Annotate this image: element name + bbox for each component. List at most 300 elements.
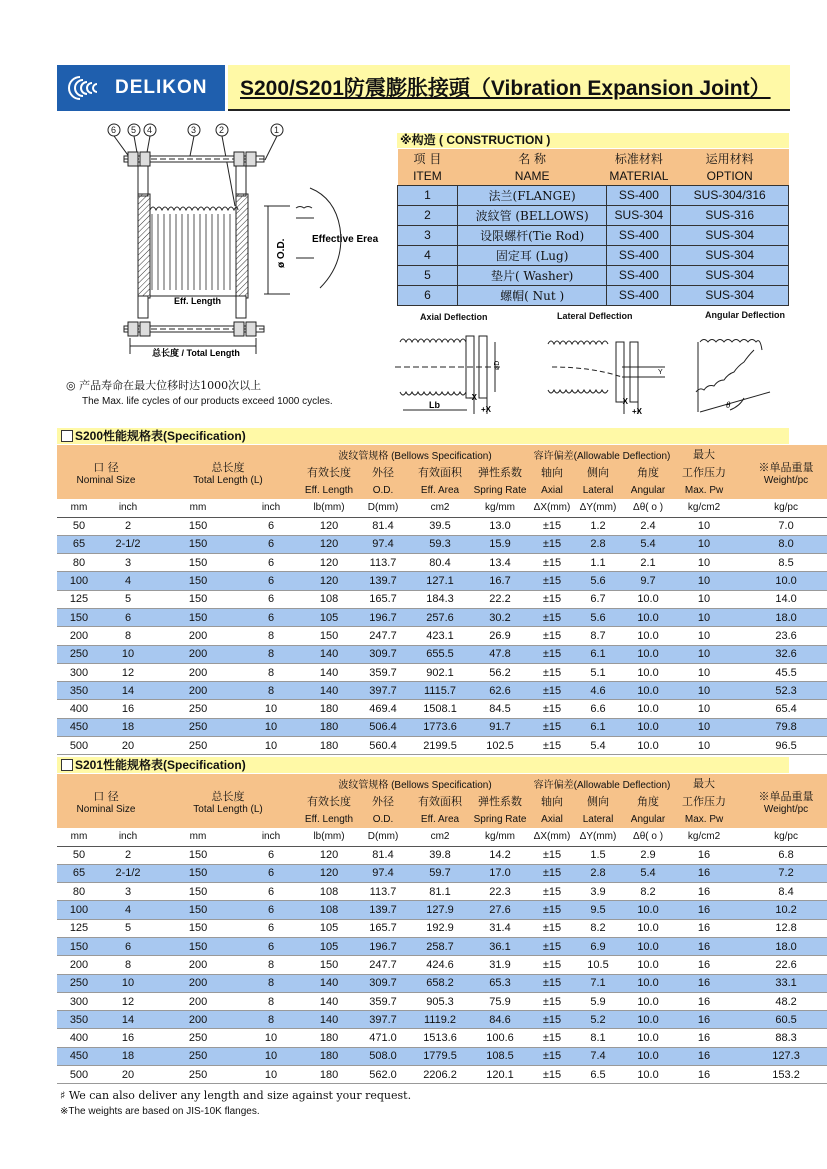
footer-weight-note: ※The weights are based on JIS-10K flanges. xyxy=(60,1106,260,1117)
table-cell: 6 xyxy=(101,937,155,955)
s201-sub-cn: 有效面积 xyxy=(409,792,471,810)
table-cell: 196.7 xyxy=(357,937,409,955)
table-cell: 108 xyxy=(301,883,357,901)
table-cell: ±15 xyxy=(529,682,575,700)
table-cell: 10 xyxy=(241,1047,301,1065)
table-cell: 18.0 xyxy=(733,608,827,626)
table-cell: 120 xyxy=(301,864,357,882)
s201-sub-en: Eff. Area xyxy=(409,810,471,828)
part-name: 法兰(FLANGE) xyxy=(457,185,607,205)
table-cell: 10 xyxy=(241,1066,301,1084)
table-cell: 56.2 xyxy=(471,663,529,681)
item-number: 4 xyxy=(398,245,458,265)
table-cell: 7.0 xyxy=(733,517,827,535)
table-cell: 8 xyxy=(241,663,301,681)
table-cell: 250 xyxy=(57,974,101,992)
table-cell: 200 xyxy=(155,682,241,700)
s200-deflection-group: 容许偏差(Allowable Deflection) xyxy=(529,445,675,463)
table-cell: ±15 xyxy=(529,1047,575,1065)
axial-od-label: øD xyxy=(494,360,501,370)
table-cell: 17.0 xyxy=(471,864,529,882)
table-cell: 81.1 xyxy=(409,883,471,901)
table-cell: 2.4 xyxy=(621,517,675,535)
table-cell: 10 xyxy=(675,554,733,572)
part-name: 垫片( Washer) xyxy=(457,265,607,285)
table-cell: 81.4 xyxy=(357,517,409,535)
table-cell: 50 xyxy=(57,846,101,864)
table-cell: 39.5 xyxy=(409,517,471,535)
s201-sub-cn: 角度 xyxy=(621,792,675,810)
table-cell: ±15 xyxy=(529,974,575,992)
table-cell: 22.3 xyxy=(471,883,529,901)
item-number: 5 xyxy=(398,265,458,285)
s200-sub-cn: 有效面积 xyxy=(409,463,471,481)
lateral-y-label: Y xyxy=(658,369,663,376)
table-cell: 16 xyxy=(675,1066,733,1084)
table-cell: 2206.2 xyxy=(409,1066,471,1084)
table-cell: 6 xyxy=(241,572,301,590)
table-cell: 10.2 xyxy=(733,901,827,919)
table-cell: 150 xyxy=(155,554,241,572)
table-cell: 10.0 xyxy=(621,937,675,955)
checkbox-square-icon xyxy=(61,430,73,442)
table-cell: 125 xyxy=(57,919,101,937)
table-cell: 108 xyxy=(301,901,357,919)
unit-cell: mm xyxy=(155,499,241,517)
table-cell: 200 xyxy=(57,627,101,645)
table-cell: ±15 xyxy=(529,572,575,590)
table-cell: 4 xyxy=(101,901,155,919)
table-row xyxy=(57,718,827,736)
table-cell: 113.7 xyxy=(357,554,409,572)
unit-cell: kg/cm2 xyxy=(675,499,733,517)
table-cell: 247.7 xyxy=(357,956,409,974)
table-cell: 31.9 xyxy=(471,956,529,974)
table-cell: 150 xyxy=(301,956,357,974)
table-cell: 150 xyxy=(155,535,241,553)
table-cell: 1513.6 xyxy=(409,1029,471,1047)
part-name: 固定耳 (Lug) xyxy=(457,245,607,265)
callout-1: 1 xyxy=(274,125,280,135)
table-cell: ±15 xyxy=(529,846,575,864)
table-cell: 23.6 xyxy=(733,627,827,645)
table-cell: 258.7 xyxy=(409,937,471,955)
table-cell: 562.0 xyxy=(357,1066,409,1084)
table-cell: 247.7 xyxy=(357,627,409,645)
table-cell: 150 xyxy=(155,590,241,608)
unit-cell: Δθ( o ) xyxy=(621,499,675,517)
table-cell: 200 xyxy=(155,645,241,663)
table-cell: 59.7 xyxy=(409,864,471,882)
table-cell: 16 xyxy=(675,846,733,864)
standard-material: SS-400 xyxy=(607,265,671,285)
table-cell: 8.2 xyxy=(621,883,675,901)
table-cell: 359.7 xyxy=(357,663,409,681)
table-cell: 250 xyxy=(57,645,101,663)
table-cell: 508.0 xyxy=(357,1047,409,1065)
unit-cell: kg/pc xyxy=(733,499,827,517)
s200-units-row xyxy=(57,499,827,517)
table-cell: 10 xyxy=(675,682,733,700)
table-cell: 6.8 xyxy=(733,846,827,864)
table-cell: 500 xyxy=(57,1066,101,1084)
s200-spec-table xyxy=(57,445,827,755)
s200-sub-en: Eff. Length xyxy=(301,481,357,499)
table-cell: 180 xyxy=(301,1029,357,1047)
table-cell: 8 xyxy=(241,1011,301,1029)
table-cell: 150 xyxy=(155,883,241,901)
table-cell: 1.5 xyxy=(575,846,621,864)
table-cell: 6 xyxy=(241,883,301,901)
axial-deflection-diagram xyxy=(395,322,525,417)
unit-cell: Δθ( o ) xyxy=(621,828,675,846)
table-cell: 10.0 xyxy=(621,974,675,992)
table-cell: ±15 xyxy=(529,645,575,663)
table-cell: 120 xyxy=(301,554,357,572)
table-row xyxy=(57,737,827,755)
table-cell: 350 xyxy=(57,682,101,700)
table-cell: 6 xyxy=(241,608,301,626)
s200-sub-en: Spring Rate xyxy=(471,481,529,499)
table-cell: 250 xyxy=(155,700,241,718)
s200-title-bar xyxy=(57,428,789,444)
table-cell: 4 xyxy=(101,572,155,590)
table-cell: ±15 xyxy=(529,901,575,919)
table-cell: 80 xyxy=(57,883,101,901)
construction-row xyxy=(398,285,789,305)
footer-custom-note: ♯ We can also deliver any length and size against your request. xyxy=(60,1089,412,1102)
s200-sub-cn: 侧向 xyxy=(575,463,621,481)
life-note-en: The Max. life cycles of our products exceed 1000 cycles. xyxy=(82,396,333,407)
table-cell: 100 xyxy=(57,572,101,590)
callout-2: 2 xyxy=(219,125,225,135)
axial-minus-x-label: -X xyxy=(469,393,477,402)
unit-cell: lb(mm) xyxy=(301,828,357,846)
cons-header-item: ITEM xyxy=(398,167,458,185)
table-cell: 14 xyxy=(101,1011,155,1029)
part-name: 螺帽( Nut ) xyxy=(457,285,607,305)
table-cell: 4.6 xyxy=(575,682,621,700)
table-cell: 8 xyxy=(241,627,301,645)
table-cell: 6 xyxy=(241,517,301,535)
table-cell: 309.7 xyxy=(357,974,409,992)
table-cell: 127.1 xyxy=(409,572,471,590)
unit-cell: inch xyxy=(101,828,155,846)
table-cell: 10.0 xyxy=(621,682,675,700)
table-cell: 5 xyxy=(101,919,155,937)
option-material: SUS-304 xyxy=(671,245,789,265)
table-cell: 180 xyxy=(301,737,357,755)
table-cell: 6 xyxy=(241,901,301,919)
table-cell: 9.7 xyxy=(621,572,675,590)
table-cell: 5.2 xyxy=(575,1011,621,1029)
table-cell: 13.0 xyxy=(471,517,529,535)
table-cell: 18.0 xyxy=(733,937,827,955)
table-cell: 96.5 xyxy=(733,737,827,755)
construction-title: ※构造 ( CONSTRUCTION ) xyxy=(397,133,789,148)
table-row xyxy=(57,535,827,553)
table-cell: 150 xyxy=(155,864,241,882)
table-cell: 8 xyxy=(241,956,301,974)
table-cell: 8.2 xyxy=(575,919,621,937)
s201-sub-en: O.D. xyxy=(357,810,409,828)
table-cell: 120.1 xyxy=(471,1066,529,1084)
total-length-label: 总长度 / Total Length xyxy=(152,348,240,358)
table-cell: 100 xyxy=(57,901,101,919)
table-cell: 8 xyxy=(101,956,155,974)
table-cell: 10.0 xyxy=(621,1066,675,1084)
table-cell: 10 xyxy=(241,700,301,718)
table-cell: ±15 xyxy=(529,992,575,1010)
s200-total-header: 总长度 Total Length (L) xyxy=(155,445,301,499)
table-cell: 27.6 xyxy=(471,901,529,919)
table-cell: 16 xyxy=(101,1029,155,1047)
table-cell: 6 xyxy=(101,608,155,626)
table-cell: 1.2 xyxy=(575,517,621,535)
title-bar xyxy=(228,65,790,111)
table-cell: 200 xyxy=(57,956,101,974)
table-cell: 36.1 xyxy=(471,937,529,955)
eff-length-label: Eff. Length xyxy=(174,296,221,306)
unit-cell: D(mm) xyxy=(357,499,409,517)
table-cell: 125 xyxy=(57,590,101,608)
table-cell: ±15 xyxy=(529,663,575,681)
table-cell: 139.7 xyxy=(357,572,409,590)
s200-max-cn2: 工作压力 xyxy=(675,463,733,481)
table-cell: 6 xyxy=(241,937,301,955)
table-cell: 50 xyxy=(57,517,101,535)
table-cell: 84.5 xyxy=(471,700,529,718)
table-cell: ±15 xyxy=(529,1011,575,1029)
table-cell: 200 xyxy=(155,992,241,1010)
table-cell: 350 xyxy=(57,1011,101,1029)
table-cell: 39.8 xyxy=(409,846,471,864)
table-cell: 10 xyxy=(241,718,301,736)
table-cell: 1779.5 xyxy=(409,1047,471,1065)
table-cell: 10 xyxy=(675,608,733,626)
table-cell: 153.2 xyxy=(733,1066,827,1084)
table-cell: 3 xyxy=(101,883,155,901)
unit-cell: cm2 xyxy=(409,828,471,846)
standard-material: SUS-304 xyxy=(607,205,671,225)
s200-sub-en: Angular xyxy=(621,481,675,499)
table-cell: 22.2 xyxy=(471,590,529,608)
standard-material: SS-400 xyxy=(607,285,671,305)
table-cell: 560.4 xyxy=(357,737,409,755)
table-cell: 2.1 xyxy=(621,554,675,572)
table-cell: 200 xyxy=(155,974,241,992)
table-cell: 108.5 xyxy=(471,1047,529,1065)
table-cell: 10 xyxy=(675,737,733,755)
unit-cell: kg/cm2 xyxy=(675,828,733,846)
table-cell: 1508.1 xyxy=(409,700,471,718)
table-cell: ±15 xyxy=(529,590,575,608)
table-row xyxy=(57,627,827,645)
table-cell: 1115.7 xyxy=(409,682,471,700)
table-cell: 2 xyxy=(101,846,155,864)
table-cell: 16 xyxy=(675,883,733,901)
part-name: 波紋管 (BELLOWS) xyxy=(457,205,607,225)
table-row xyxy=(57,554,827,572)
table-cell: 16.7 xyxy=(471,572,529,590)
table-cell: 16 xyxy=(675,956,733,974)
axial-plus-x-label: +X xyxy=(481,405,492,414)
lateral-deflection-label: Lateral Deflection xyxy=(557,311,633,321)
unit-cell: kg/mm xyxy=(471,499,529,517)
table-cell: 10.0 xyxy=(621,1047,675,1065)
table-cell: 2199.5 xyxy=(409,737,471,755)
table-cell: 20 xyxy=(101,1066,155,1084)
table-cell: 16 xyxy=(675,937,733,955)
table-cell: 22.6 xyxy=(733,956,827,974)
table-row xyxy=(57,1011,827,1029)
table-row xyxy=(57,901,827,919)
callout-6: 6 xyxy=(111,125,117,135)
table-cell: 5.9 xyxy=(575,992,621,1010)
table-cell: 65 xyxy=(57,864,101,882)
item-number: 6 xyxy=(398,285,458,305)
s201-title: S201性能规格表(Specification) xyxy=(75,758,246,772)
expansion-joint-drawing xyxy=(60,118,380,378)
table-cell: 658.2 xyxy=(409,974,471,992)
table-cell: 450 xyxy=(57,1047,101,1065)
option-material: SUS-304 xyxy=(671,225,789,245)
table-cell: 8 xyxy=(241,682,301,700)
table-cell: 47.8 xyxy=(471,645,529,663)
table-row xyxy=(57,864,827,882)
table-cell: 139.7 xyxy=(357,901,409,919)
angular-deflection-diagram xyxy=(690,322,790,417)
table-cell: 10.0 xyxy=(621,590,675,608)
od-label: ø O.D. xyxy=(276,238,287,268)
table-cell: 16 xyxy=(675,901,733,919)
table-cell: 16 xyxy=(675,1011,733,1029)
unit-cell: mm xyxy=(155,828,241,846)
table-cell: 1773.6 xyxy=(409,718,471,736)
axial-deflection-label: Axial Deflection xyxy=(420,312,488,322)
cons-header-name-cn: 名 称 xyxy=(457,149,607,167)
cons-header-material-cn: 标准材料 xyxy=(607,149,671,167)
table-cell: 80.4 xyxy=(409,554,471,572)
table-cell: 469.4 xyxy=(357,700,409,718)
table-cell: 6 xyxy=(241,554,301,572)
table-cell: 196.7 xyxy=(357,608,409,626)
table-cell: 8.5 xyxy=(733,554,827,572)
s200-sub-en: Eff. Area xyxy=(409,481,471,499)
s201-max-en: Max. Pw xyxy=(675,810,733,828)
table-row xyxy=(57,1066,827,1084)
table-cell: 52.3 xyxy=(733,682,827,700)
table-cell: 506.4 xyxy=(357,718,409,736)
unit-cell: ΔX(mm) xyxy=(529,499,575,517)
standard-material: SS-400 xyxy=(607,225,671,245)
table-cell: 7.1 xyxy=(575,974,621,992)
angular-deflection-label: Angular Deflection xyxy=(705,310,786,320)
table-cell: 5 xyxy=(101,590,155,608)
table-cell: 2-1/2 xyxy=(101,864,155,882)
table-cell: 10 xyxy=(241,1029,301,1047)
table-cell: 6 xyxy=(241,535,301,553)
table-cell: ±15 xyxy=(529,1066,575,1084)
s200-sub-cn: 角度 xyxy=(621,463,675,481)
table-cell: 10 xyxy=(675,627,733,645)
table-cell: 31.4 xyxy=(471,919,529,937)
table-row xyxy=(57,937,827,955)
unit-cell: D(mm) xyxy=(357,828,409,846)
item-number: 2 xyxy=(398,205,458,225)
table-cell: 6.9 xyxy=(575,937,621,955)
table-cell: 450 xyxy=(57,718,101,736)
table-cell: 359.7 xyxy=(357,992,409,1010)
table-cell: 6.6 xyxy=(575,700,621,718)
table-cell: 140 xyxy=(301,663,357,681)
table-cell: 8.0 xyxy=(733,535,827,553)
table-cell: 10.0 xyxy=(621,737,675,755)
table-cell: 8 xyxy=(241,992,301,1010)
table-cell: ±15 xyxy=(529,883,575,901)
item-number: 3 xyxy=(398,225,458,245)
table-cell: 150 xyxy=(155,919,241,937)
table-cell: 2 xyxy=(101,517,155,535)
table-cell: 100.6 xyxy=(471,1029,529,1047)
option-material: SUS-304/316 xyxy=(671,185,789,205)
table-cell: 140 xyxy=(301,1011,357,1029)
table-cell: 397.7 xyxy=(357,682,409,700)
table-cell: 81.4 xyxy=(357,846,409,864)
table-cell: ±15 xyxy=(529,627,575,645)
table-cell: 5.4 xyxy=(575,737,621,755)
table-cell: 423.1 xyxy=(409,627,471,645)
table-cell: 120 xyxy=(301,517,357,535)
table-cell: 10.0 xyxy=(621,627,675,645)
table-cell: 65.3 xyxy=(471,974,529,992)
s200-weight-header: ※单品重量 Weight/pc xyxy=(733,445,827,499)
table-cell: 5.1 xyxy=(575,663,621,681)
table-cell: 192.9 xyxy=(409,919,471,937)
table-cell: 300 xyxy=(57,992,101,1010)
table-cell: 2.9 xyxy=(621,846,675,864)
option-material: SUS-316 xyxy=(671,205,789,225)
table-cell: 75.9 xyxy=(471,992,529,1010)
table-cell: 84.6 xyxy=(471,1011,529,1029)
table-cell: 300 xyxy=(57,663,101,681)
logo-mark-icon xyxy=(65,73,109,103)
table-cell: 30.2 xyxy=(471,608,529,626)
s200-sub-en: O.D. xyxy=(357,481,409,499)
table-cell: 10 xyxy=(241,737,301,755)
s201-sub-cn: 轴向 xyxy=(529,792,575,810)
table-cell: 18 xyxy=(101,1047,155,1065)
table-cell: 10.5 xyxy=(575,956,621,974)
s201-sub-en: Axial xyxy=(529,810,575,828)
table-cell: ±15 xyxy=(529,718,575,736)
table-cell: 97.4 xyxy=(357,535,409,553)
life-note-cn: ◎ 产品寿命在最大位移时达1000次以上 xyxy=(66,379,262,392)
table-cell: ±15 xyxy=(529,700,575,718)
table-cell: 10 xyxy=(675,645,733,663)
table-cell: 10 xyxy=(101,645,155,663)
table-cell: 1.1 xyxy=(575,554,621,572)
construction-row xyxy=(398,185,789,205)
unit-cell: mm xyxy=(57,499,101,517)
table-cell: 6.1 xyxy=(575,718,621,736)
table-cell: 250 xyxy=(155,718,241,736)
table-cell: 16 xyxy=(675,1029,733,1047)
construction-row xyxy=(398,225,789,245)
table-row xyxy=(57,700,827,718)
table-row xyxy=(57,663,827,681)
table-cell: 200 xyxy=(155,956,241,974)
